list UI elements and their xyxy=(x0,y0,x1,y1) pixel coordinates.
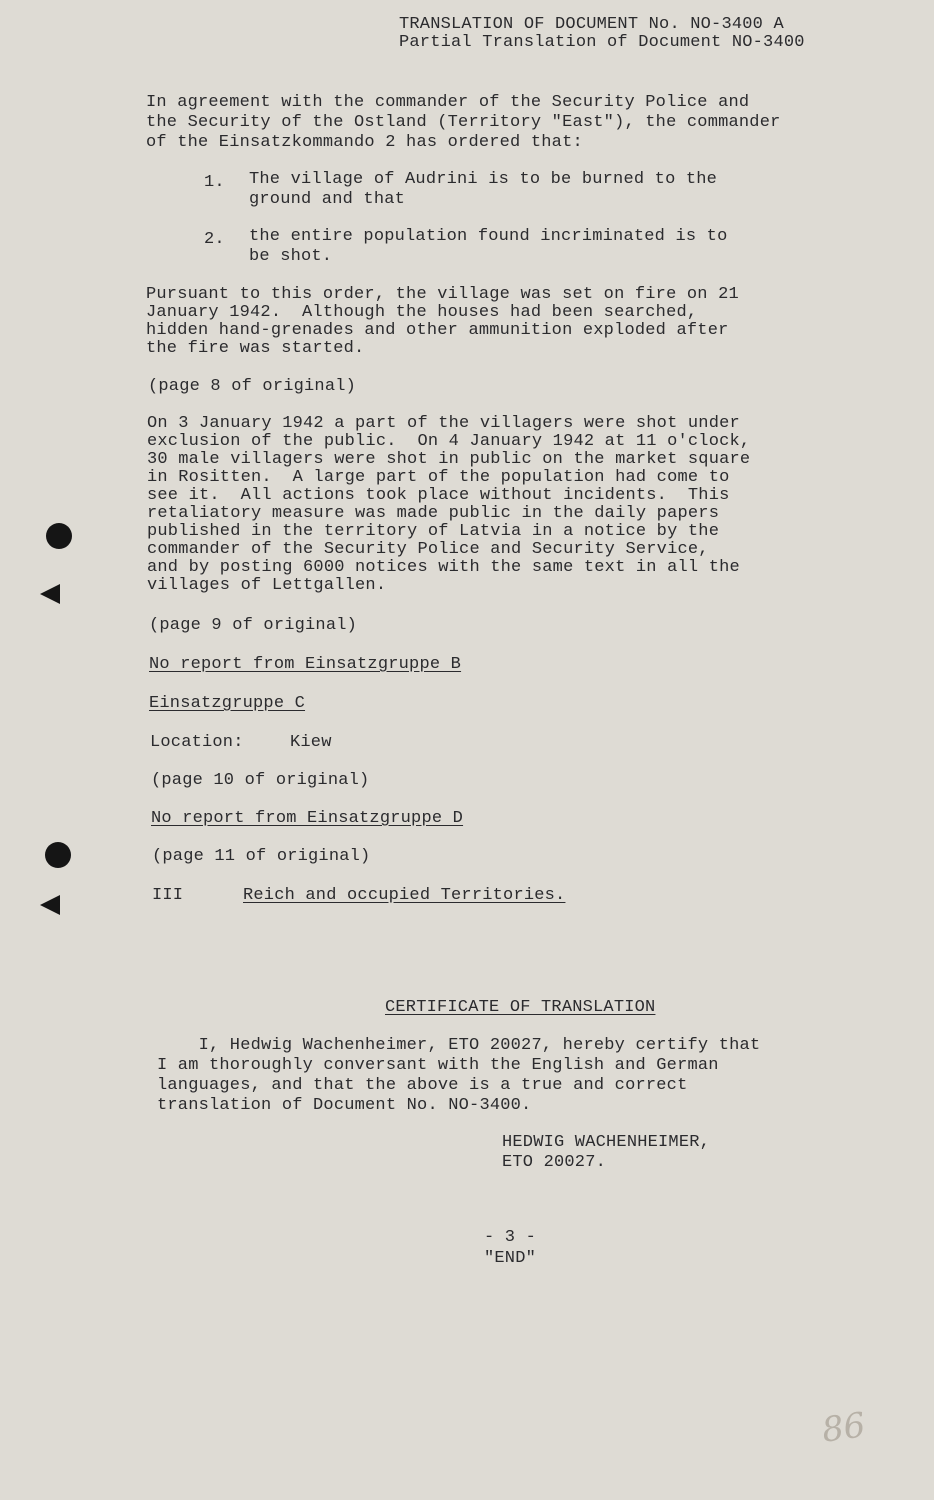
signature-id: ETO 20027. xyxy=(502,1153,607,1172)
binder-tab-mark xyxy=(40,895,60,915)
paragraph-line: Pursuant to this order, the village was set on fire on 21 xyxy=(146,285,739,304)
order-line: be shot. xyxy=(249,247,333,266)
section-number: III xyxy=(152,886,184,905)
paragraph-line: hidden hand-grenades and other ammunition exploded after xyxy=(146,321,729,340)
binder-tab-mark xyxy=(40,584,60,604)
intro-line: In agreement with the commander of the Security Police and xyxy=(146,93,750,112)
paragraph-line: retaliatory measure was made public in the daily papers xyxy=(147,504,720,523)
signature-name: HEDWIG WACHENHEIMER, xyxy=(502,1133,711,1152)
certificate-title: CERTIFICATE OF TRANSLATION xyxy=(385,998,656,1017)
intro-line: the Security of the Ostland (Territory "East"), the commander xyxy=(146,113,781,132)
paragraph-line: commander of the Security Police and Security Service, xyxy=(147,540,709,559)
paragraph-line: villages of Lettgallen. xyxy=(147,576,387,595)
punch-hole xyxy=(46,523,72,549)
page-reference: (page 11 of original) xyxy=(152,847,371,866)
order-line: the entire population found incriminated is to xyxy=(249,227,728,246)
order-number: 1. xyxy=(204,173,225,192)
paragraph-line: in Rositten. A large part of the population had come to xyxy=(147,468,730,487)
end-mark: "END" xyxy=(484,1249,537,1268)
paragraph-line: and by posting 6000 notices with the same text in all the xyxy=(147,558,740,577)
page-reference: (page 9 of original) xyxy=(149,616,358,635)
no-report-heading: No report from Einsatzgruppe B xyxy=(149,655,462,674)
page-reference: (page 8 of original) xyxy=(148,377,357,396)
location-value: Kiew xyxy=(290,733,332,752)
handwritten-page-number: 86 xyxy=(819,1405,868,1451)
location-label: Location: xyxy=(150,733,244,752)
page-number: - 3 - xyxy=(484,1228,537,1247)
certificate-line: I, Hedwig Wachenheimer, ETO 20027, hereby certify that xyxy=(157,1036,761,1055)
section-title: Reich and occupied Territories. xyxy=(243,886,566,905)
order-line: ground and that xyxy=(249,190,406,209)
paragraph-line: 30 male villagers were shot in public on the market square xyxy=(147,450,751,469)
paragraph-line: see it. All actions took place without incidents. This xyxy=(147,486,730,505)
paragraph-line: On 3 January 1942 a part of the villagers were shot under xyxy=(147,414,740,433)
no-report-heading: No report from Einsatzgruppe D xyxy=(151,809,464,828)
certificate-line: translation of Document No. NO-3400. xyxy=(157,1096,532,1115)
punch-hole xyxy=(45,842,71,868)
order-line: The village of Audrini is to be burned to the xyxy=(249,170,718,189)
order-number: 2. xyxy=(204,230,225,249)
paragraph-line: exclusion of the public. On 4 January 1942 at 11 o'clock, xyxy=(147,432,751,451)
certificate-line: languages, and that the above is a true and correct xyxy=(157,1076,688,1095)
paragraph-line: the fire was started. xyxy=(146,339,365,358)
page-reference: (page 10 of original) xyxy=(151,771,370,790)
einsatzgruppe-heading: Einsatzgruppe C xyxy=(149,694,306,713)
header-subtitle: Partial Translation of Document NO-3400 xyxy=(399,33,805,52)
paragraph-line: January 1942. Although the houses had been searched, xyxy=(146,303,698,322)
certificate-line: I am thoroughly conversant with the English and German xyxy=(157,1056,719,1075)
intro-line: of the Einsatzkommando 2 has ordered that: xyxy=(146,133,583,152)
paragraph-line: published in the territory of Latvia in a notice by the xyxy=(147,522,720,541)
header-title: TRANSLATION OF DOCUMENT No. NO-3400 A xyxy=(399,15,784,34)
